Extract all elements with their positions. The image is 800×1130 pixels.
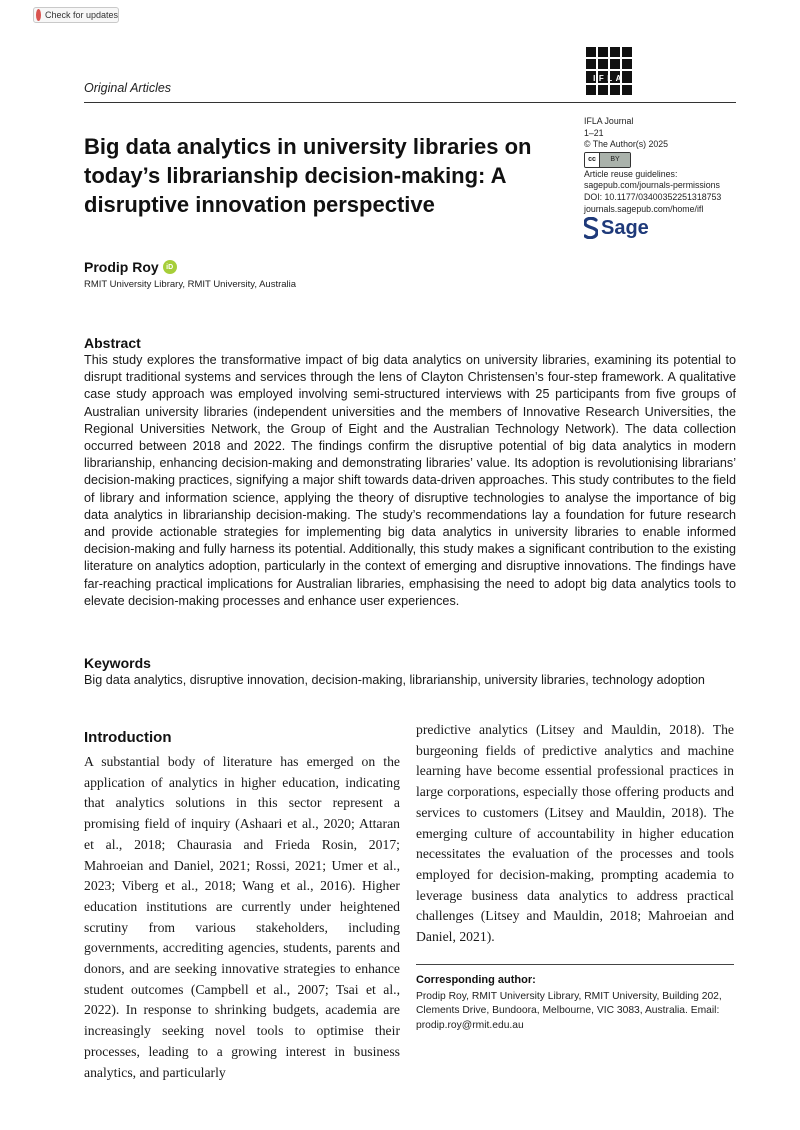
article-title: Big data analytics in university libraries on today’s librarianship decision-making: A disruptive innovation perspective	[84, 134, 532, 217]
abstract-heading: Abstract	[84, 335, 141, 351]
author-affiliation: RMIT University Library, RMIT University, Australia	[84, 279, 297, 290]
ifla-logo	[586, 47, 632, 99]
sage-s-icon	[584, 217, 598, 239]
cc-by-icon: BY	[600, 153, 630, 167]
check-for-updates-label: Check for updates	[44, 10, 118, 20]
sage-logo	[584, 216, 649, 240]
author-line	[84, 259, 177, 275]
journal-name: IFLA Journal	[584, 116, 634, 126]
keywords-heading: Keywords	[84, 655, 151, 671]
copyright-notice: © The Author(s) 2025	[584, 139, 669, 150]
update-icon	[36, 9, 41, 21]
article-section-label: Original Articles	[84, 81, 172, 95]
cc-icon: cc	[585, 153, 600, 167]
cc-license-badge[interactable]	[584, 152, 631, 168]
introduction-right-column: predictive analytics (Litsey and Mauldin, 2018). The burgeoning fields of predictive analytics and machine learning have become essential professional practices in large corporations, especially those offering products and services to customers (Litsey and Mauldin, 2018). The emerging culture of accountability in higher education necessitates the evaluation of the processes and tools employed for decision-making, prompting academia to leverage business data analytics to address practical challenges (Litsey and Mauldin, 2018; Mahroeian and Daniel, 2021).	[416, 722, 734, 945]
introduction-heading: Introduction	[84, 729, 172, 746]
introduction-left-column: A substantial body of literature has emerged on the application of analytics in higher education, indicating that analytics solutions in this sector represent a promising field of inquiry (Ashaari et al., 2020; Attaran et al., 2018; Chaurasia and Frieda Rosin, 2017; Mahroeian and Daniel, 2021; Rossi, 2021; Umer et al., 2023; Viberg et al., 2018; Wang et al., 2016). Higher education institutions are currently under heightened scrutiny from various stakeholders, including governments, accrediting agencies, students, parents and donors, and are seeking innovative strategies to enhance student outcomes (Campbell et al., 2007; Tsai et al., 2022). In response to shrinking budgets, academia are increasingly seeking novel tools to optimise their processes, leading to a growing interest in business analytics, and particularly	[84, 754, 400, 1080]
author-name: Prodip Roy	[84, 259, 159, 275]
orcid-icon[interactable]: iD	[163, 260, 177, 274]
reuse-guidelines-label: Article reuse guidelines:	[584, 168, 678, 179]
ifla-logo-text: IFLA	[593, 74, 625, 83]
corresponding-author-heading: Corresponding author:	[416, 974, 536, 986]
corresponding-author-details: Prodip Roy, RMIT University Library, RMIT University, Building 202, Clements Drive, Bundoora, Melbourne, VIC 3083, Australia. Email: prodip.roy@rmit.edu.au	[416, 991, 722, 1031]
abstract-text: This study explores the transformative impact of big data analytics on university libraries, examining its potential to disrupt traditional systems and services through the lens of Clayton Christensen’s four-step framework. A qualitative case study approach was employed involving semi-structured interviews with 25 participants from five groups of Australian university libraries (independent universities and the members of Innovative Research Universities, the Regional Universities Network, the Group of Eight and the Australian Technology Network). The data collection occurred between 2018 and 2022. The findings confirm the disruptive potential of big data analytics in modern librarianship, enhancing decision-making and demonstrating libraries’ value. Its adoption is revolutionising librarians’ decision-making practices, signifying a major shift towards data-driven approaches. This study contributes to the field of library and information science, applying the theory of disruptive technologies to analyse the importance of big data analytics in librarianship decision-making. The study’s recommendations lay a foundation for future research and provide actionable strategies for implementing big data analytics in university libraries to enable informed decision-making and fully harness its potential. Additionally, this study makes a significant contribution to the existing literature on analytics adoption, particularly in the context of emerging and disruptive innovations. The findings have far-reaching practical implications for Australian libraries, emphasising the need to adopt big data analytics tools to elevate decision-making processes and enhance user experiences.	[84, 353, 736, 608]
journal-homepage-link[interactable]: journals.sagepub.com/home/ifl	[584, 203, 704, 214]
journal-meta	[584, 116, 744, 215]
reuse-guidelines-link[interactable]: sagepub.com/journals-permissions	[584, 180, 720, 191]
header-divider	[84, 102, 736, 103]
footnote-divider	[416, 964, 734, 965]
doi[interactable]: DOI: 10.1177/03400352251318753	[584, 191, 722, 202]
check-for-updates-button[interactable]	[33, 7, 119, 23]
sage-logo-text: Sage	[601, 216, 649, 239]
page-range: 1–21	[584, 127, 604, 138]
keywords-text: Big data analytics, disruptive innovation, decision-making, librarianship, university libraries, technology adoption	[84, 673, 705, 687]
